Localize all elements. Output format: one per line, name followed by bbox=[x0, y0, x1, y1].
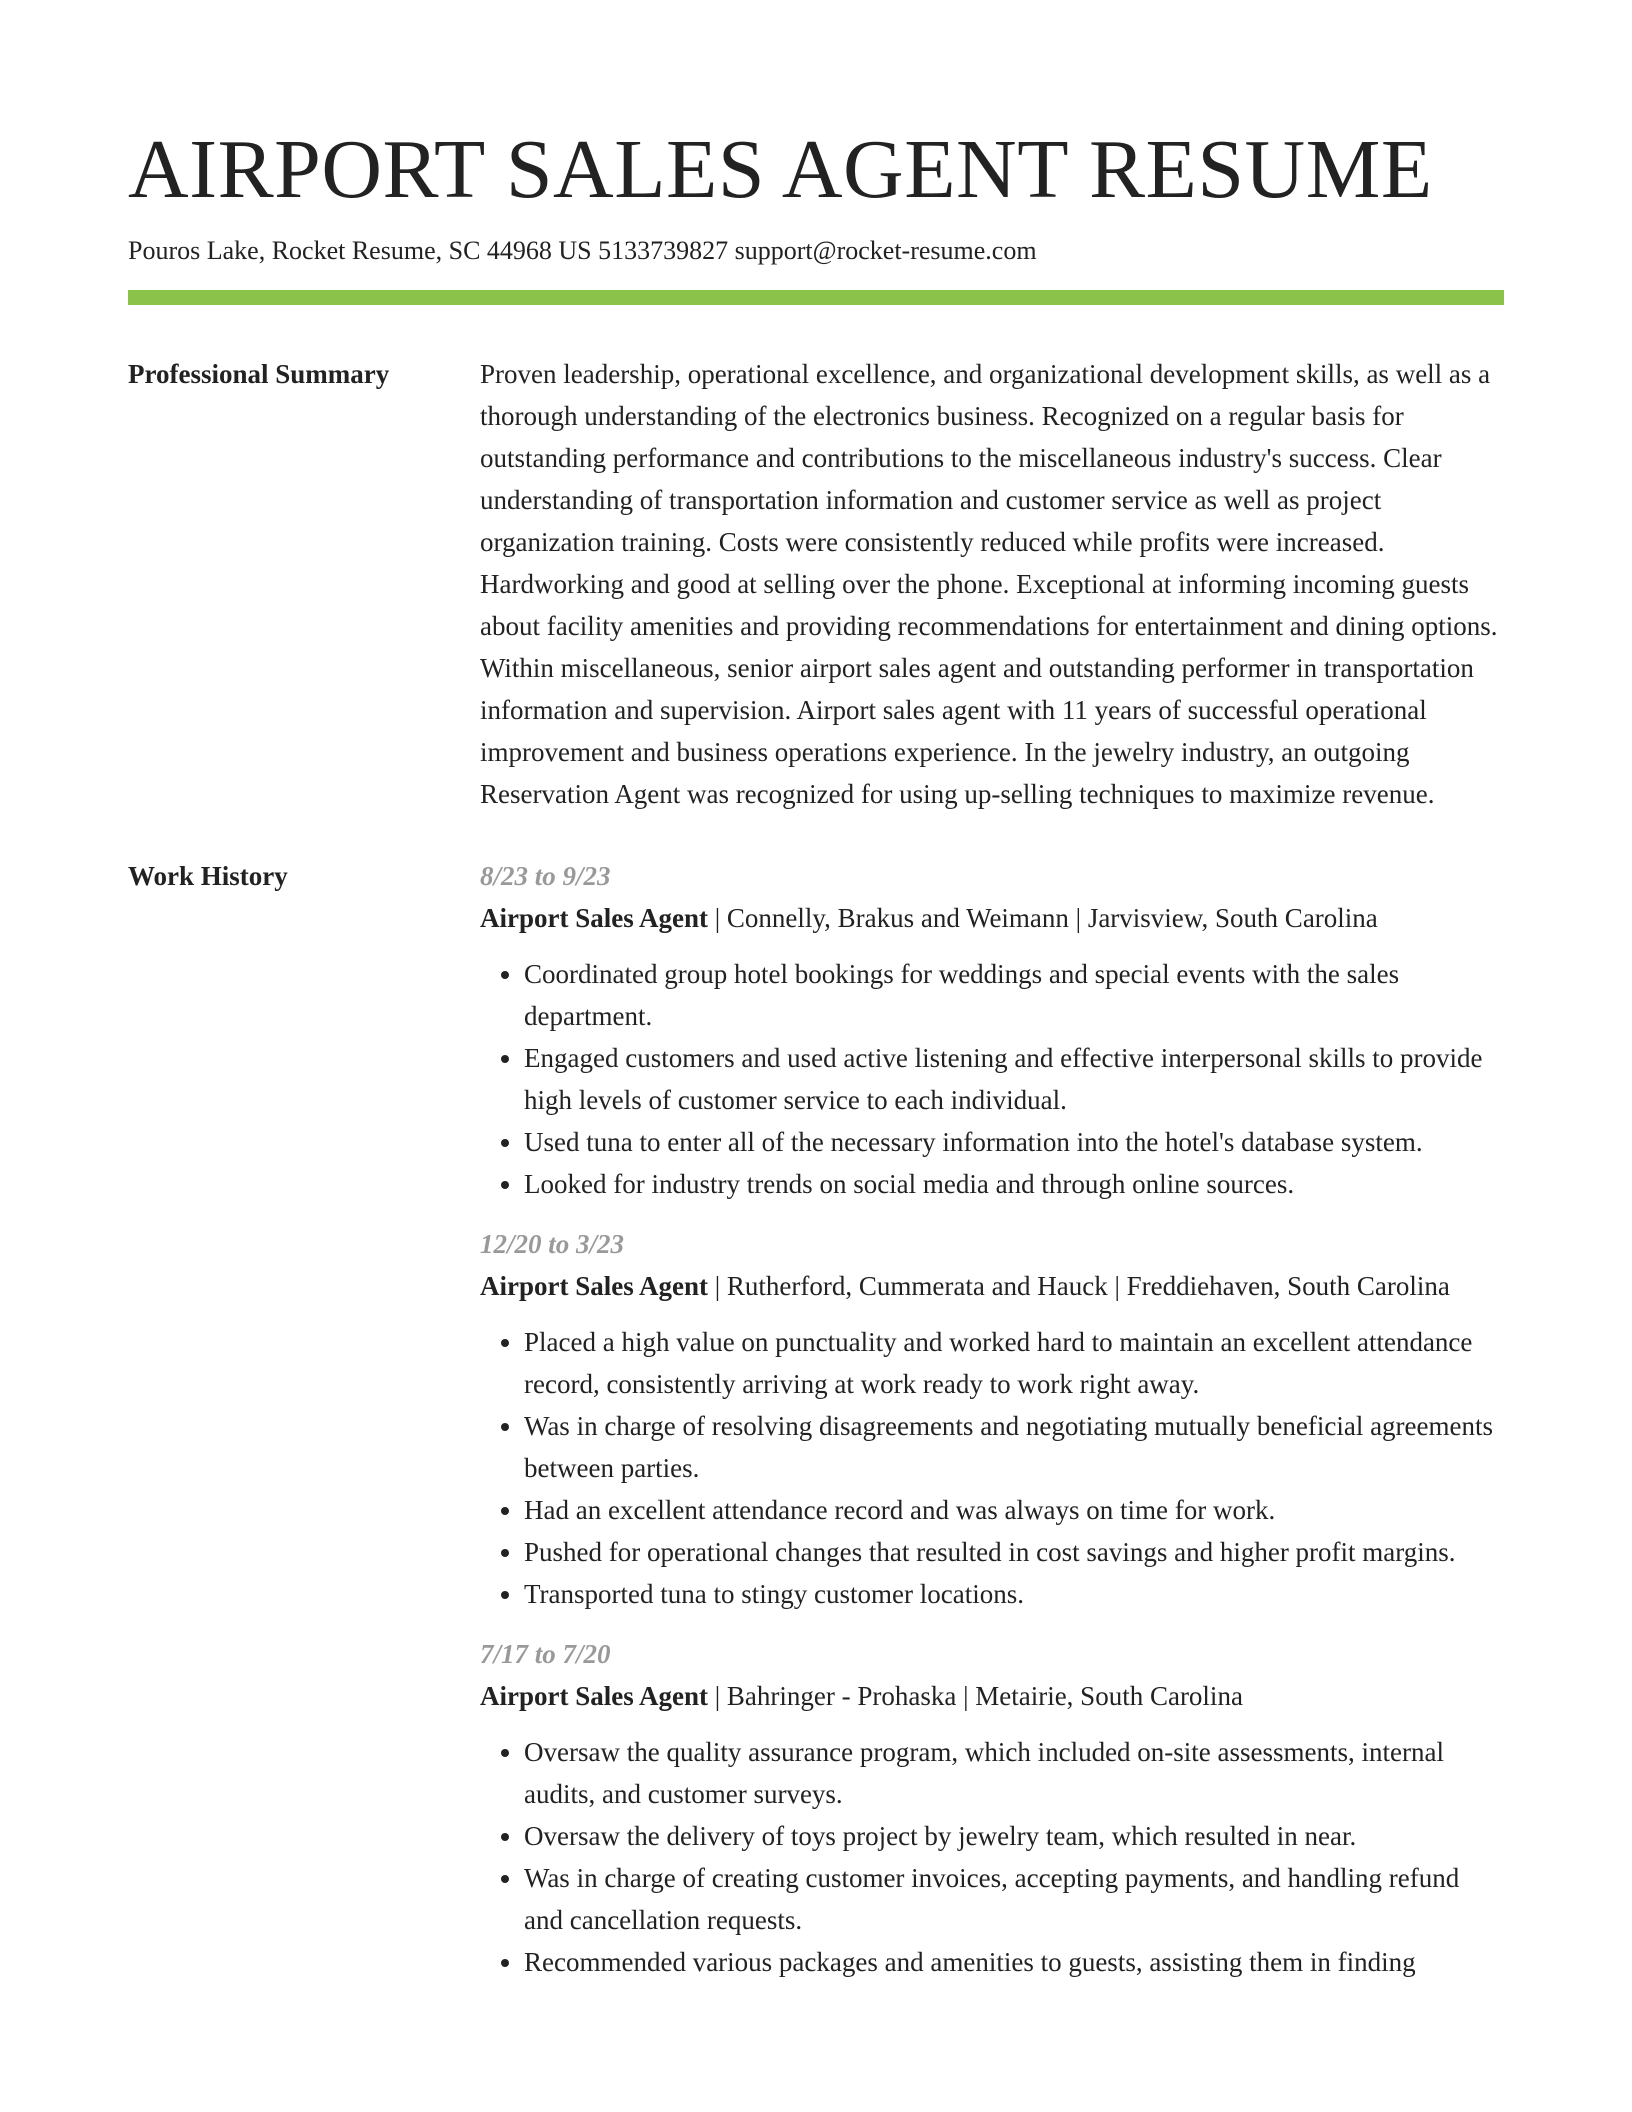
contact-line: Pouros Lake, Rocket Resume, SC 44968 US 5133739827 support@rocket-resume.com bbox=[128, 236, 1037, 265]
job-bullet: • Looked for industry trends on social media and through online sources. bbox=[524, 1163, 1504, 1205]
job-entry bbox=[480, 855, 1504, 1205]
professional-summary-section bbox=[128, 353, 1504, 815]
job-bullet: • Recommended various packages and amenities to guests, assisting them in finding bbox=[524, 1941, 1504, 1983]
job-dates: 7/17 to 7/20 bbox=[480, 1639, 611, 1669]
job-heading bbox=[480, 897, 1504, 939]
resume-title: AIRPORT SALES AGENT RESUME bbox=[128, 123, 1433, 216]
job-heading bbox=[480, 1265, 1504, 1307]
job-employer-location: | Connelly, Brakus and Weimann | Jarvisview, South Carolina bbox=[707, 903, 1378, 933]
job-list bbox=[480, 855, 1504, 2001]
job-entry bbox=[480, 1223, 1504, 1615]
job-bullet: • Placed a high value on punctuality and worked hard to maintain an excellent attendance record, consistently arriving at work ready to work right away. bbox=[524, 1321, 1504, 1405]
job-bullet: • Had an excellent attendance record and was always on time for work. bbox=[524, 1489, 1504, 1531]
job-bullet: • Oversaw the delivery of toys project by jewelry team, which resulted in near. bbox=[524, 1815, 1504, 1857]
job-title: Airport Sales Agent bbox=[480, 1271, 708, 1301]
job-entry bbox=[480, 1633, 1504, 1983]
job-bullet: • Engaged customers and used active listening and effective interpersonal skills to provide high levels of customer service to each individual. bbox=[524, 1037, 1504, 1121]
job-bullet: • Oversaw the quality assurance program, which included on-site assessments, internal audits, and customer surveys. bbox=[524, 1731, 1504, 1815]
job-bullet: • Used tuna to enter all of the necessary information into the hotel's database system. bbox=[524, 1121, 1504, 1163]
job-bullet: • Was in charge of resolving disagreements and negotiating mutually beneficial agreements between parties. bbox=[524, 1405, 1504, 1489]
job-bullets bbox=[480, 1321, 1504, 1615]
job-dates: 8/23 to 9/23 bbox=[480, 861, 611, 891]
job-title: Airport Sales Agent bbox=[480, 1681, 708, 1711]
job-employer-location: | Bahringer - Prohaska | Metairie, South Carolina bbox=[707, 1681, 1243, 1711]
summary-text: Proven leadership, operational excellence, and organizational development skills, as well as a thorough understanding of the electronics business. Recognized on a regular basis for outstanding performance and contributions to the miscellaneous industry's success. Clear understanding of transportation information and customer service as well as project organization training. Costs were consistently reduced while profits were increased. Hardworking and good at selling over the phone. Exceptional at informing incoming guests about facility amenities and providing recommendations for entertainment and dining options. Within miscellaneous, senior airport sales agent and outstanding performer in transportation information and supervision. Airport sales agent with 11 years of successful operational improvement and business operations experience. In the jewelry industry, an outgoing Reservation Agent was recognized for using up-selling techniques to maximize revenue. bbox=[480, 359, 1498, 809]
job-bullets bbox=[480, 1731, 1504, 1983]
job-bullet: • Was in charge of creating customer invoices, accepting payments, and handling refund and cancellation requests. bbox=[524, 1857, 1504, 1941]
job-bullet: • Coordinated group hotel bookings for weddings and special events with the sales department. bbox=[524, 953, 1504, 1037]
work-history-section bbox=[128, 855, 1504, 2001]
job-title: Airport Sales Agent bbox=[480, 903, 708, 933]
job-bullets bbox=[480, 953, 1504, 1205]
section-label-summary: Professional Summary bbox=[128, 359, 390, 389]
job-employer-location: | Rutherford, Cummerata and Hauck | Freddiehaven, South Carolina bbox=[707, 1271, 1450, 1301]
job-heading bbox=[480, 1675, 1504, 1717]
header-divider bbox=[128, 290, 1504, 305]
job-bullet: • Pushed for operational changes that resulted in cost savings and higher profit margins. bbox=[524, 1531, 1504, 1573]
resume-page bbox=[128, 0, 1504, 2001]
job-bullet: • Transported tuna to stingy customer locations. bbox=[524, 1573, 1504, 1615]
section-label-work-history: Work History bbox=[128, 861, 288, 891]
job-dates: 12/20 to 3/23 bbox=[480, 1229, 625, 1259]
